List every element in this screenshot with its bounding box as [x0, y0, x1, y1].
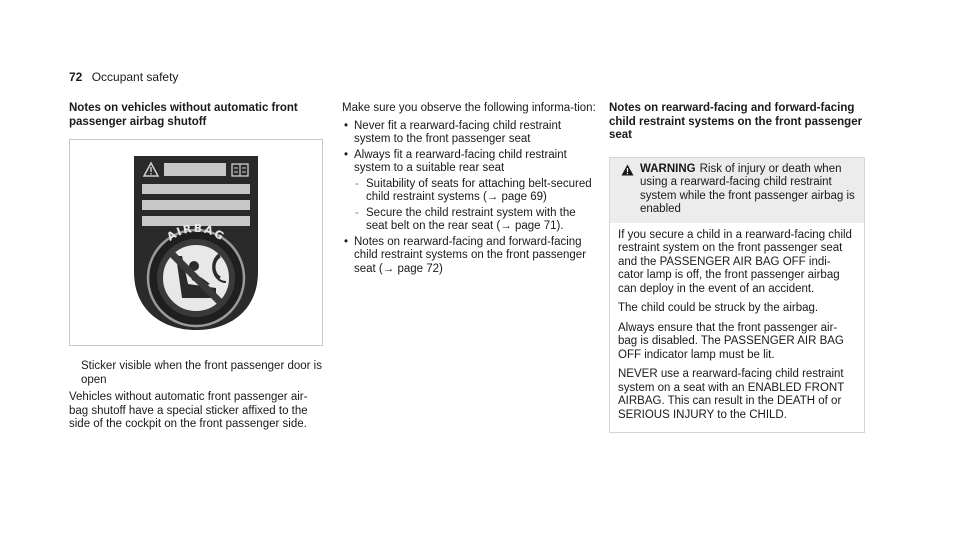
page-header: [69, 71, 178, 85]
page-number: 72: [69, 70, 83, 84]
warning-box: [609, 157, 865, 434]
col1-heading: Notes on vehicles without automatic front passenger airbag shutoff: [69, 102, 298, 128]
warning-body: [610, 223, 864, 433]
column-2: [342, 102, 596, 278]
column-1: [69, 102, 323, 436]
bullet-list: [342, 120, 596, 277]
warning-paragraph: NEVER use a rearward-facing child restraint system on a seat with an ENABLED FRONT AIRBAG. This can result in the DEATH of or SERIOUS INJURY to the CHILD.: [618, 368, 845, 421]
section-title: Occupant safety: [91, 70, 179, 84]
warning-label: WARNING: [640, 162, 696, 175]
figure-caption: Sticker visible when the front passenger door is open: [81, 360, 322, 386]
list-item: • Notes on rearward-facing and forward-facing child restraint systems on the front passenger seat (→ page 72): [342, 236, 596, 277]
sub-list-item: - Suitability of seats for attaching belt-secured child restraint systems (→ page 69): [354, 178, 596, 205]
warning-triangle-icon: [621, 164, 634, 176]
column-3: [609, 102, 865, 433]
warning-header: [610, 158, 864, 223]
list-item: [342, 149, 596, 234]
sub-list-item: - Secure the child restraint system with the seat belt on the rear seat (→ page 71).: [354, 207, 596, 234]
sticker-airbag-text: AIRBAG: [164, 221, 228, 244]
warning-paragraph: Always ensure that the front passenger air-bag is disabled. The PASSENGER AIR BAG OFF indicator lamp must be lit.: [618, 321, 844, 361]
sticker-figure: [69, 139, 323, 346]
list-item: • Never fit a rearward-facing child restraint system to the front passenger seat: [342, 120, 596, 147]
col3-heading: Notes on rearward-facing and forward-facing child restraint systems on the front passenger seat: [609, 102, 863, 141]
list-item-text: Always fit a rearward-facing child restraint system to a suitable rear seat: [354, 148, 567, 174]
airbag-sticker-image: [130, 152, 262, 334]
col2-intro: Make sure you observe the following informa-tion:: [342, 102, 596, 114]
warning-paragraph: If you secure a child in a rearward-facing child restraint system on the front passenger seat and the PASSENGER AIR BAG OFF indi-cator lamp is off, the front passenger airbag can deploy in the event of an accident.: [618, 228, 852, 295]
sub-list: [354, 178, 596, 234]
warning-summary: Risk of injury or death when using a rearward-facing child restraint system while the front passenger airbag is enabled: [640, 162, 855, 215]
col1-paragraph: Vehicles without automatic front passenger air-bag shutoff have a special sticker affixed to the side of the cockpit on the front passenger side.: [69, 391, 308, 430]
warning-paragraph: The child could be struck by the airbag.: [618, 302, 819, 314]
